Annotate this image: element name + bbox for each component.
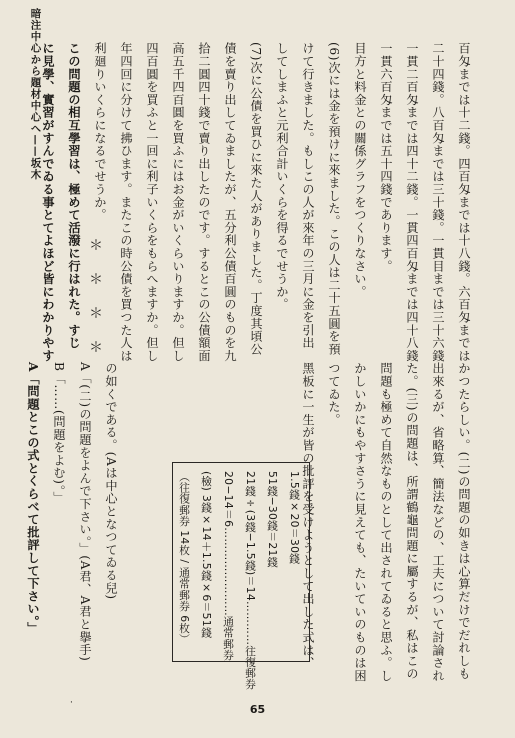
page-mark: · (70, 698, 73, 708)
text-column-4: かしいかにもやすさうに見えても、たいていのものは困 (353, 362, 367, 682)
text-column-11: 高五千四百圓を買ふにはお金がいくらいりますか。但し (171, 42, 185, 362)
section-separator-stars: ＊＊＊＊ (87, 238, 103, 374)
text-column-3: 一貫六百匁までは五十四錢であります。 (379, 42, 393, 273)
calc-line-4: (檢) 3錢×14＋1.5錢×6＝51錢 (200, 471, 213, 639)
text-column-3: 問題も極めて自然なものとして出されてゐると思ふ。し (379, 362, 393, 682)
text-column-4: 目方と料金との關係グラフをつくりなさい。 (353, 42, 367, 298)
text-column-9: 債を賣り出してゐましたが、五分利公債百圓のものを九 (223, 42, 237, 362)
blackboard-calculation-box (172, 462, 310, 690)
text-column-10: 拾二圓四十錢で賣り出したのです。するとこの公債額面 (197, 42, 211, 362)
text-column-12: 四百圓を買ふと一回に利子いくらをもらへますか。但し (145, 42, 159, 362)
text-column-6: 黑板に一生が皆の批評を受けようとして出した式は、 (301, 362, 315, 670)
text-column-17: に見學、實習がすんでゐる事とてよほど皆にわかりやす (41, 42, 55, 362)
dialogue-line-0: の如くである。(Aは中心となつてゐる兒) (104, 362, 118, 600)
bottom-right-text-block (295, 362, 477, 682)
text-column-5: (6)次には金を預けに來ました。この人は二十五圓を預 (327, 42, 341, 356)
page-number: 65 (249, 703, 266, 716)
text-column-7: してしまふと元利合計いくらを得るでせうか。 (275, 42, 289, 311)
calc-line-3: 20−14＝6……………………通常郵券 (222, 471, 235, 661)
text-column-16: この問題の相互學習は、極めて活潑に行はれた。すじ (67, 42, 81, 350)
calc-line-5: （往復郵券 14枚 / 通常郵券 6枚） (178, 471, 191, 645)
text-column-2: 一貫二百匁までは四十二錢。一貫四百匁までは四十八錢 (405, 42, 419, 362)
running-header: 暗注中心から題材中心へ——坂木 (29, 8, 42, 181)
calc-line-2: 21錢÷(3錢−1.5錢)＝14…………往復郵券 (244, 471, 257, 690)
text-column-2: た。(三)の問題は、所謂鶴龜問題に屬するが、私はこの (405, 362, 419, 680)
text-column-1: 出來るが、省略算、簡法などの、工夫について討論され (431, 362, 445, 682)
dialogue-line-3: A「問題とこの式とくらべて批評して下さい。」 (26, 362, 40, 635)
text-column-13: 年四回に分けて拂ひます。またこの時公債を買つた人は (119, 42, 133, 362)
calc-line-0: 1.5錢×20＝30錢 (288, 471, 301, 565)
text-column-8: (7)次に公債を買ひに來た人がありました。丁度其頃公 (249, 42, 263, 356)
calc-line-1: 51錢−30錢＝21錢 (266, 471, 279, 568)
text-column-5: つてゐた。 (327, 362, 341, 426)
text-column-6: けて行きました。もしこの人が來年の三月に金を引出 (301, 42, 315, 350)
dialogue-line-1: A「(二)の問題をよんで下さい。」(A君、A君と擧手) (78, 362, 92, 662)
text-column-1: 二十四錢。八百匁までは三十錢。一貫目までは三十六錢 (431, 42, 445, 362)
text-column-14: 利廻りいくらになるでせうか。 (93, 42, 107, 222)
text-column-0: かつたらしい。(二)の問題の如きは心算だけでだれしも (457, 362, 471, 680)
dialogue-line-2: B「……(問題をよむ)。」 (52, 362, 66, 505)
text-column-0: 百匁までは十二錢。四百匁までは十八錢。六百匁までは (457, 42, 471, 362)
dialogue-text-block (20, 362, 124, 662)
